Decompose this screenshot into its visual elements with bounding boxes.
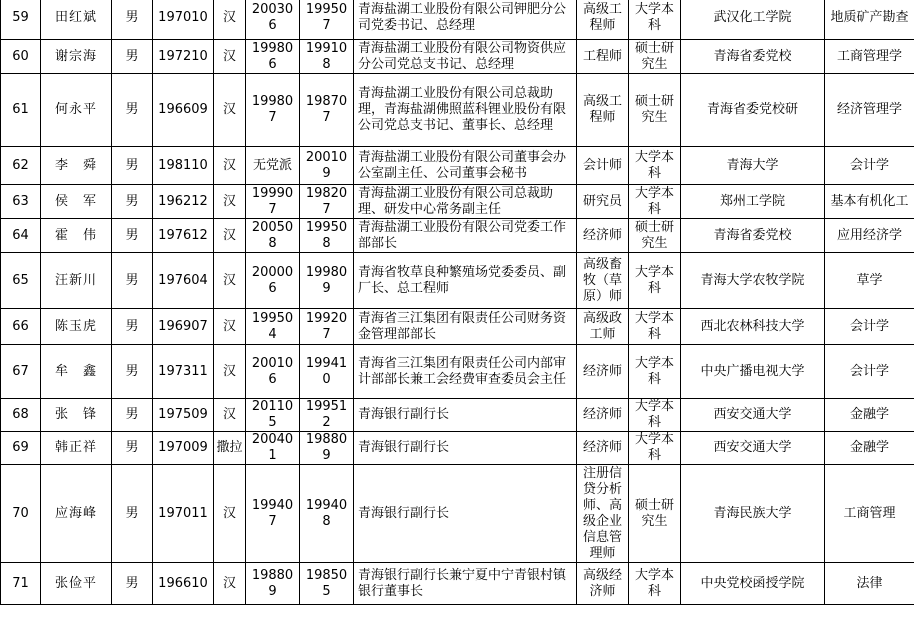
cell-school: 中央党校函授学院 — [681, 563, 825, 605]
cell-professional-title: 高级工程师 — [577, 74, 629, 147]
cell-birth-date: 197011 — [153, 465, 214, 563]
cell-index: 59 — [1, 0, 41, 40]
table-row — [1, 40, 914, 74]
cell-birth-date: 197210 — [153, 40, 214, 74]
cell-ethnicity: 撒拉 — [214, 432, 246, 465]
cell-education: 大学本科 — [629, 253, 681, 309]
cell-work-date: 199809 — [300, 253, 354, 309]
cell-name: 霍 伟 — [41, 219, 112, 253]
cell-education: 大学本科 — [629, 309, 681, 345]
cell-name: 牟 鑫 — [41, 345, 112, 399]
cell-major: 工商管理 — [825, 465, 914, 563]
cell-position: 青海银行副行长兼宁夏中宁青银村镇银行董事长 — [354, 563, 577, 605]
cell-education: 硕士研究生 — [629, 74, 681, 147]
cell-school: 青海民族大学 — [681, 465, 825, 563]
table-row — [1, 0, 914, 40]
cell-position: 青海省三江集团有限责任公司内部审计部部长兼工会经费审查委员会主任 — [354, 345, 577, 399]
cell-work-date: 198207 — [300, 185, 354, 219]
cell-position: 青海省三江集团有限责任公司财务资金管理部部长 — [354, 309, 577, 345]
cell-party-date: 200306 — [246, 0, 300, 40]
cell-party-date: 200106 — [246, 345, 300, 399]
cell-school: 西安交通大学 — [681, 432, 825, 465]
cell-major: 法律 — [825, 563, 914, 605]
table-row — [1, 432, 914, 465]
cell-position: 青海省牧草良种繁殖场党委委员、副厂长、总工程师 — [354, 253, 577, 309]
cell-gender: 男 — [112, 219, 153, 253]
cell-professional-title: 工程师 — [577, 40, 629, 74]
cell-school: 武汉化工学院 — [681, 0, 825, 40]
cell-major: 金融学 — [825, 432, 914, 465]
cell-birth-date: 196212 — [153, 185, 214, 219]
cell-school: 青海省委党校研 — [681, 74, 825, 147]
cell-party-date: 201105 — [246, 399, 300, 432]
cell-professional-title: 高级畜牧（草原）师 — [577, 253, 629, 309]
cell-work-date: 199507 — [300, 0, 354, 40]
cell-position: 青海银行副行长 — [354, 399, 577, 432]
cell-education: 大学本科 — [629, 345, 681, 399]
cell-education: 硕士研究生 — [629, 40, 681, 74]
cell-education: 大学本科 — [629, 0, 681, 40]
cell-index: 67 — [1, 345, 41, 399]
cell-gender: 男 — [112, 147, 153, 185]
cell-party-date: 199806 — [246, 40, 300, 74]
table-row — [1, 185, 914, 219]
cell-position: 青海盐湖工业股份有限公司总裁助理，青海盐湖佛照蓝科锂业股份有限公司党总支书记、董事长、总经理 — [354, 74, 577, 147]
cell-index: 66 — [1, 309, 41, 345]
cell-ethnicity: 汉 — [214, 563, 246, 605]
cell-birth-date: 198110 — [153, 147, 214, 185]
table-row — [1, 563, 914, 605]
cell-index: 63 — [1, 185, 41, 219]
cell-party-date: 无党派 — [246, 147, 300, 185]
cell-professional-title: 会计师 — [577, 147, 629, 185]
cell-major: 工商管理学 — [825, 40, 914, 74]
cell-birth-date: 197010 — [153, 0, 214, 40]
cell-ethnicity: 汉 — [214, 399, 246, 432]
cell-birth-date: 197009 — [153, 432, 214, 465]
cell-position: 青海盐湖工业股份有限公司党委工作部部长 — [354, 219, 577, 253]
cell-party-date: 198809 — [246, 563, 300, 605]
cell-ethnicity: 汉 — [214, 309, 246, 345]
cell-school: 中央广播电视大学 — [681, 345, 825, 399]
cell-ethnicity: 汉 — [214, 465, 246, 563]
cell-index: 69 — [1, 432, 41, 465]
cell-name: 张 锋 — [41, 399, 112, 432]
cell-work-date: 200109 — [300, 147, 354, 185]
cell-birth-date: 196907 — [153, 309, 214, 345]
table-row — [1, 253, 914, 309]
cell-gender: 男 — [112, 465, 153, 563]
cell-gender: 男 — [112, 185, 153, 219]
cell-professional-title: 研究员 — [577, 185, 629, 219]
cell-professional-title: 经济师 — [577, 219, 629, 253]
cell-gender: 男 — [112, 40, 153, 74]
table-row — [1, 147, 914, 185]
cell-index: 61 — [1, 74, 41, 147]
cell-major: 地质矿产勘查 — [825, 0, 914, 40]
cell-ethnicity: 汉 — [214, 40, 246, 74]
cell-major: 会计学 — [825, 345, 914, 399]
cell-name: 田红斌 — [41, 0, 112, 40]
cell-professional-title: 高级经济师 — [577, 563, 629, 605]
cell-school: 青海大学 — [681, 147, 825, 185]
cell-school: 郑州工学院 — [681, 185, 825, 219]
cell-gender: 男 — [112, 432, 153, 465]
cell-position: 青海银行副行长 — [354, 465, 577, 563]
cell-party-date: 199907 — [246, 185, 300, 219]
cell-work-date: 198809 — [300, 432, 354, 465]
cell-work-date: 199108 — [300, 40, 354, 74]
cell-school: 青海省委党校 — [681, 40, 825, 74]
cell-position: 青海盐湖工业股份有限公司钾肥分公司党委书记、总经理 — [354, 0, 577, 40]
cell-education: 大学本科 — [629, 563, 681, 605]
cell-index: 70 — [1, 465, 41, 563]
cell-gender: 男 — [112, 563, 153, 605]
cell-name: 谢宗海 — [41, 40, 112, 74]
cell-ethnicity: 汉 — [214, 74, 246, 147]
cell-gender: 男 — [112, 0, 153, 40]
cell-name: 应海峰 — [41, 465, 112, 563]
cell-position: 青海盐湖工业股份有限公司董事会办公室副主任、公司董事会秘书 — [354, 147, 577, 185]
cell-ethnicity: 汉 — [214, 147, 246, 185]
cell-ethnicity: 汉 — [214, 185, 246, 219]
cell-name: 陈玉虎 — [41, 309, 112, 345]
cell-name: 张俭平 — [41, 563, 112, 605]
cell-ethnicity: 汉 — [214, 219, 246, 253]
cell-work-date: 199410 — [300, 345, 354, 399]
cell-education: 硕士研究生 — [629, 465, 681, 563]
table-row — [1, 74, 914, 147]
cell-school: 西北农林科技大学 — [681, 309, 825, 345]
cell-birth-date: 196609 — [153, 74, 214, 147]
cell-major: 基本有机化工 — [825, 185, 914, 219]
cell-index: 68 — [1, 399, 41, 432]
cell-party-date: 199807 — [246, 74, 300, 147]
table-row — [1, 399, 914, 432]
cell-index: 64 — [1, 219, 41, 253]
cell-major: 金融学 — [825, 399, 914, 432]
cell-birth-date: 196610 — [153, 563, 214, 605]
cell-ethnicity: 汉 — [214, 345, 246, 399]
cell-professional-title: 经济师 — [577, 399, 629, 432]
cell-birth-date: 197509 — [153, 399, 214, 432]
cell-professional-title: 高级政工师 — [577, 309, 629, 345]
cell-work-date: 199408 — [300, 465, 354, 563]
cell-ethnicity: 汉 — [214, 253, 246, 309]
cell-gender: 男 — [112, 253, 153, 309]
cell-position: 青海盐湖工业股份有限公司物资供应分公司党总支书记、总经理 — [354, 40, 577, 74]
cell-education: 大学本科 — [629, 432, 681, 465]
cell-education: 大学本科 — [629, 185, 681, 219]
cell-party-date: 199504 — [246, 309, 300, 345]
cell-position: 青海盐湖工业股份有限公司总裁助理、研发中心常务副主任 — [354, 185, 577, 219]
cell-professional-title: 注册信贷分析师、高级企业信息管理师 — [577, 465, 629, 563]
cell-work-date: 199512 — [300, 399, 354, 432]
cell-index: 65 — [1, 253, 41, 309]
cell-professional-title: 高级工程师 — [577, 0, 629, 40]
cell-party-date: 200401 — [246, 432, 300, 465]
cell-index: 60 — [1, 40, 41, 74]
cell-major: 应用经济学 — [825, 219, 914, 253]
cell-name: 李 舜 — [41, 147, 112, 185]
cell-name: 汪新川 — [41, 253, 112, 309]
cell-major: 会计学 — [825, 309, 914, 345]
cell-name: 何永平 — [41, 74, 112, 147]
cell-education: 大学本科 — [629, 399, 681, 432]
cell-party-date: 200006 — [246, 253, 300, 309]
cell-major: 草学 — [825, 253, 914, 309]
cell-school: 青海大学农牧学院 — [681, 253, 825, 309]
cell-party-date: 200508 — [246, 219, 300, 253]
cell-gender: 男 — [112, 345, 153, 399]
cell-name: 侯 军 — [41, 185, 112, 219]
cell-work-date: 198707 — [300, 74, 354, 147]
table-row — [1, 465, 914, 563]
cell-gender: 男 — [112, 74, 153, 147]
cell-school: 西安交通大学 — [681, 399, 825, 432]
table-row — [1, 219, 914, 253]
cell-party-date: 199407 — [246, 465, 300, 563]
cell-birth-date: 197604 — [153, 253, 214, 309]
cell-education: 大学本科 — [629, 147, 681, 185]
cell-work-date: 198505 — [300, 563, 354, 605]
cell-index: 62 — [1, 147, 41, 185]
cell-school: 青海省委党校 — [681, 219, 825, 253]
cell-education: 硕士研究生 — [629, 219, 681, 253]
cell-birth-date: 197311 — [153, 345, 214, 399]
cell-gender: 男 — [112, 309, 153, 345]
cell-professional-title: 经济师 — [577, 345, 629, 399]
table-row — [1, 309, 914, 345]
cell-ethnicity: 汉 — [214, 0, 246, 40]
cell-work-date: 199207 — [300, 309, 354, 345]
table-row — [1, 345, 914, 399]
cell-gender: 男 — [112, 399, 153, 432]
cell-name: 韩正祥 — [41, 432, 112, 465]
cell-index: 71 — [1, 563, 41, 605]
cell-position: 青海银行副行长 — [354, 432, 577, 465]
cell-major: 经济管理学 — [825, 74, 914, 147]
cell-major: 会计学 — [825, 147, 914, 185]
cell-birth-date: 197612 — [153, 219, 214, 253]
cell-professional-title: 经济师 — [577, 432, 629, 465]
cell-work-date: 199508 — [300, 219, 354, 253]
